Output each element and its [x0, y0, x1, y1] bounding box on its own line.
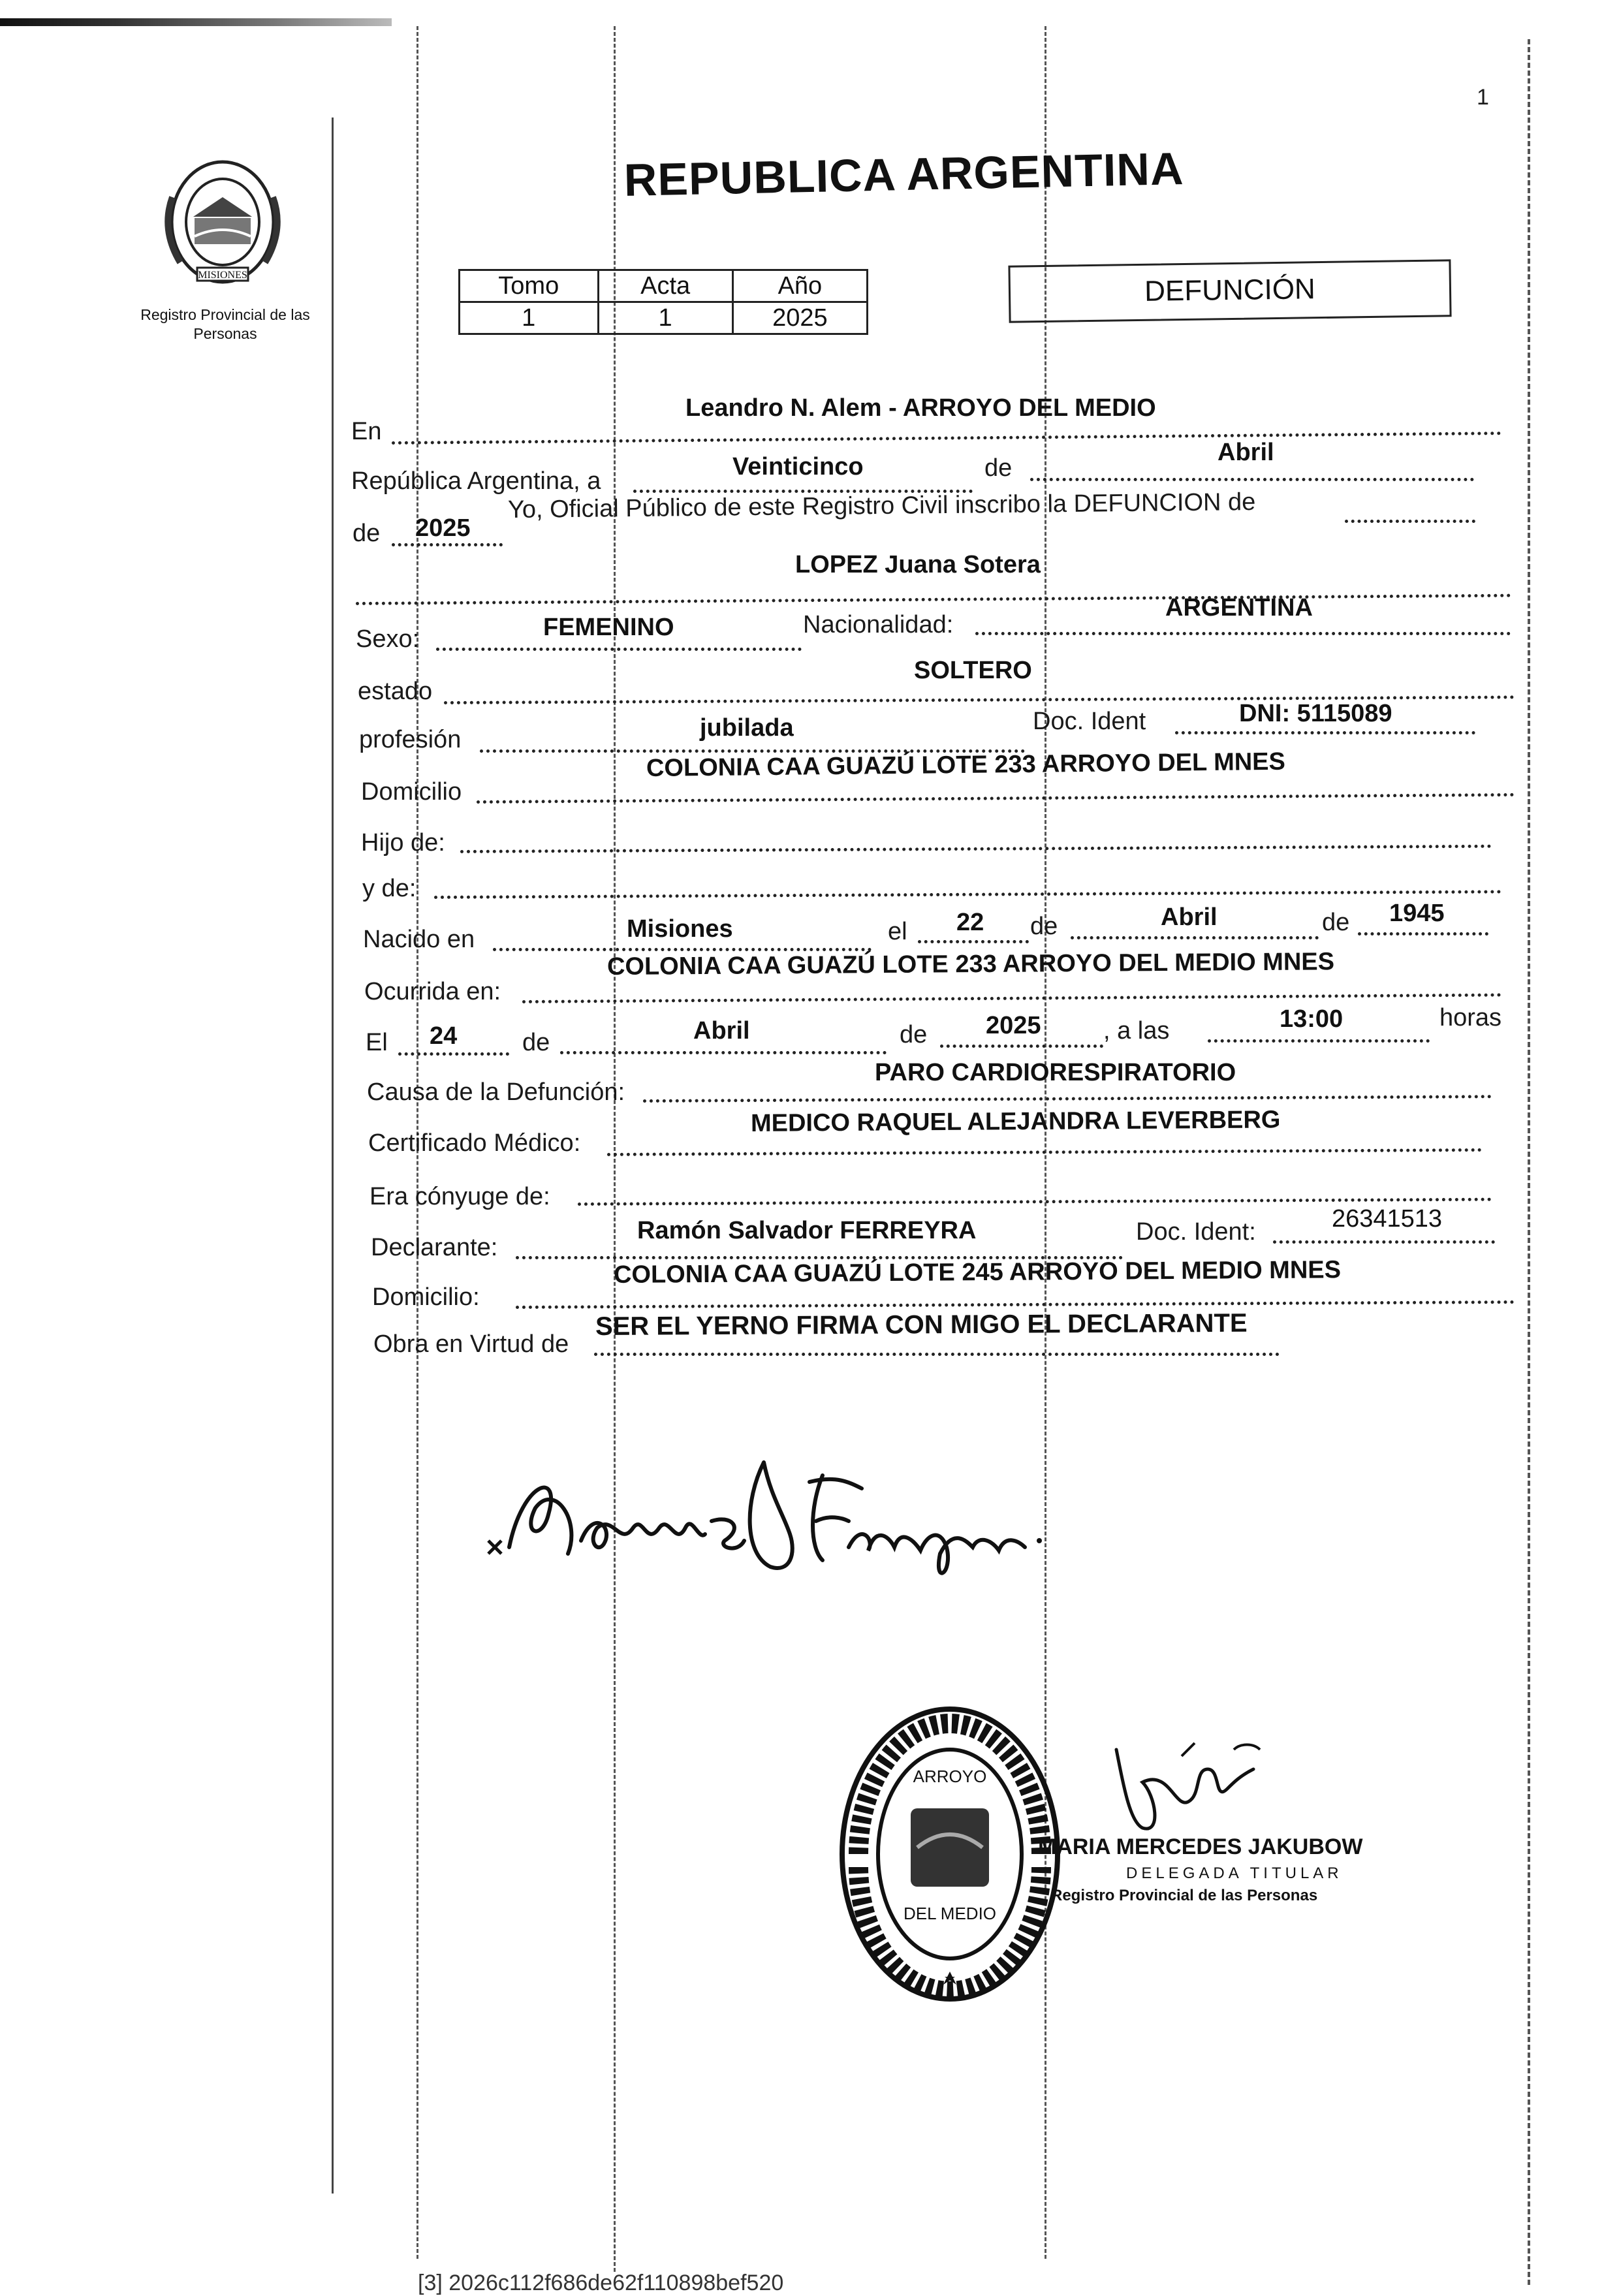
horas-label: horas	[1439, 1004, 1502, 1031]
month-dots	[1030, 478, 1474, 481]
obra-value: SER EL YERNO FIRMA CON MIGO EL DECLARANTE	[595, 1308, 1248, 1341]
def-anio-dots	[940, 1045, 1103, 1048]
de-label-1: de	[984, 454, 1013, 482]
deceased-dots	[356, 594, 1511, 605]
official-signature	[1103, 1730, 1273, 1841]
domicilio-dots	[477, 793, 1515, 804]
year-dots	[392, 543, 503, 546]
def-anio-value: 2025	[986, 1012, 1041, 1039]
el2-label: El	[366, 1029, 388, 1056]
registry-stamp	[832, 1697, 1067, 2011]
location-value: Leandro N. Alem - ARROYO DEL MEDIO	[685, 394, 1156, 422]
def-de-label-2: de	[900, 1021, 928, 1048]
day-value: Veinticinco	[732, 453, 864, 480]
causa-dots	[643, 1095, 1492, 1103]
decl-doc-dots	[1273, 1240, 1495, 1244]
sexo-label: Sexo:	[356, 625, 420, 653]
left-margin-line	[332, 118, 334, 2194]
domicilio-value: COLONIA CAA GUAZÚ LOTE 233 ARROYO DEL MNES	[646, 747, 1286, 782]
ocurrida-label: Ocurrida en:	[364, 978, 501, 1005]
nac-mes-dots	[1071, 936, 1319, 939]
yde-label: y de:	[362, 875, 417, 902]
def-dia-value: 24	[430, 1022, 458, 1050]
official-registry: Registro Provincial de las Personas	[1051, 1887, 1318, 1904]
year-value: 2025	[415, 514, 471, 542]
def-mes-dots	[560, 1051, 887, 1054]
nac-anio-dots	[1358, 932, 1488, 936]
reference-table	[458, 269, 868, 335]
doc-dots	[1175, 731, 1475, 734]
en-dots	[392, 432, 1501, 445]
scan-top-bar	[0, 18, 392, 26]
acta-value: 1	[598, 302, 732, 334]
nac-anio-value: 1945	[1389, 900, 1445, 927]
acta-header: Acta	[598, 270, 732, 302]
right-edge-line	[1528, 39, 1530, 2285]
nacionalidad-value: ARGENTINA	[1165, 594, 1313, 621]
official-title: DELEGADA TITULAR	[1126, 1864, 1343, 1882]
causa-value: PARO CARDIORESPIRATORIO	[875, 1059, 1236, 1086]
official-name: MARIA MERCEDES JAKUBOW	[1038, 1834, 1363, 1859]
el-label: el	[888, 918, 907, 945]
nacido-label: Nacido en	[363, 926, 475, 953]
profesion-value: jubilada	[700, 714, 794, 742]
hora-value: 13:00	[1280, 1005, 1344, 1033]
svg-text:ARROYO: ARROYO	[913, 1767, 987, 1786]
estado-value: SOLTERO	[914, 657, 1032, 684]
page-number: 1	[1477, 85, 1489, 110]
estado-label: estado	[358, 678, 433, 705]
decl-domicilio-dots	[516, 1300, 1515, 1309]
nac-dia-dots	[918, 940, 1029, 943]
nacionalidad-label: Nacionalidad:	[803, 611, 954, 638]
certificado-label: Certificado Médico:	[368, 1129, 581, 1157]
declarante-label: Declarante:	[371, 1234, 498, 1261]
nac-mes-value: Abril	[1161, 904, 1218, 931]
nac-de-label-1: de	[1030, 913, 1058, 940]
decl-doc-label: Doc. Ident:	[1136, 1218, 1256, 1246]
anio-header: Año	[732, 270, 867, 302]
declarante-signature	[483, 1443, 1110, 1593]
ocurrida-value: COLONIA CAA GUAZÚ LOTE 233 ARROYO DEL MEDIO MNES	[606, 948, 1335, 981]
registry-name: Registro Provincial de las Personas	[140, 306, 310, 342]
def-de-label-1: de	[522, 1029, 550, 1056]
doc-value: DNI: 5115089	[1239, 700, 1392, 727]
nac-dia-value: 22	[956, 909, 984, 936]
nacionalidad-dots	[975, 632, 1511, 635]
nacido-lugar-value: Misiones	[627, 915, 733, 943]
obra-label: Obra en Virtud de	[373, 1330, 569, 1358]
nac-de-label-2: de	[1322, 909, 1350, 936]
deceased-name: LOPEZ Juana Sotera	[795, 551, 1041, 578]
tomo-value: 1	[460, 302, 599, 334]
statement-text: Yo, Oficial Público de este Registro Civil inscribo la DEFUNCION de	[507, 488, 1256, 524]
declarante-value: Ramón Salvador FERREYRA	[637, 1217, 977, 1244]
de-label-2: de	[353, 520, 381, 547]
tomo-header: Tomo	[460, 270, 599, 302]
nacido-lugar-dots	[493, 948, 872, 951]
record-type-box: DEFUNCIÓN	[1008, 259, 1451, 322]
en-label: En	[351, 418, 382, 445]
provincia-misiones-seal	[154, 145, 291, 295]
conyuge-label: Era cónyuge de:	[369, 1183, 550, 1210]
anio-value: 2025	[732, 302, 867, 334]
doc-label: Doc. Ident	[1033, 708, 1146, 735]
fold-line-2	[614, 26, 616, 2272]
obra-dots	[594, 1353, 1280, 1356]
republica-label: República Argentina, a	[351, 467, 601, 495]
def-dia-dots	[398, 1052, 509, 1056]
domicilio-label: Domicilio	[361, 778, 462, 806]
hora-dots	[1208, 1039, 1430, 1043]
document-hash: [3] 2026c112f686de62f110898bef520	[418, 2271, 784, 2295]
decl-doc-value: 26341513	[1332, 1205, 1443, 1233]
hijo-label: Hijo de:	[361, 829, 445, 857]
svg-text:MISIONES: MISIONES	[198, 270, 247, 281]
sexo-value: FEMENINO	[543, 614, 674, 641]
decl-domicilio-value: COLONIA CAA GUAZÚ LOTE 245 ARROYO DEL MEDIO MNES	[613, 1256, 1342, 1289]
causa-label: Causa de la Defunción:	[367, 1078, 625, 1106]
decl-domicilio-label: Domicilio:	[372, 1283, 480, 1311]
month-value: Abril	[1218, 439, 1274, 466]
def-mes-value: Abril	[693, 1017, 750, 1045]
svg-text:DEL MEDIO: DEL MEDIO	[903, 1904, 997, 1923]
sexo-dots	[436, 648, 802, 651]
alas-label: , a las	[1103, 1017, 1170, 1045]
certificado-value: MEDICO RAQUEL ALEJANDRA LEVERBERG	[750, 1106, 1281, 1137]
yde-dots	[434, 890, 1501, 899]
country-title: REPUBLICA ARGENTINA	[623, 143, 1185, 206]
statement-dots	[1345, 520, 1475, 523]
ocurrida-dots	[522, 994, 1501, 1003]
profesion-label: profesión	[359, 726, 462, 753]
